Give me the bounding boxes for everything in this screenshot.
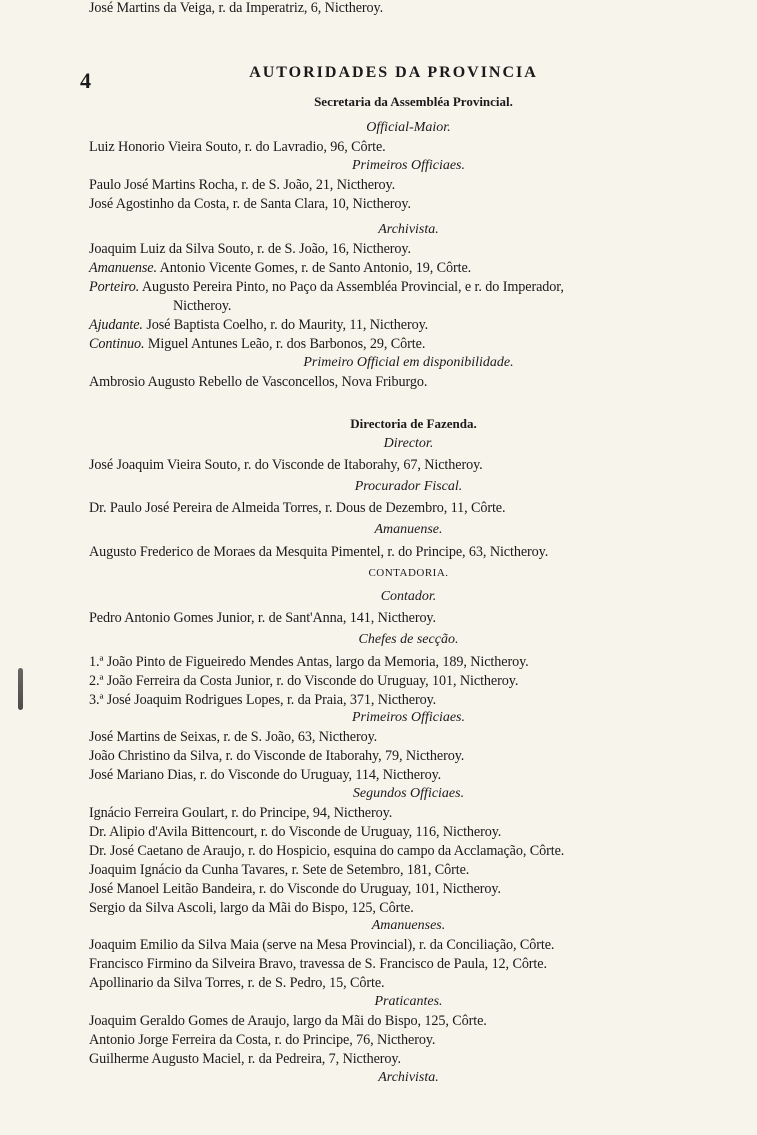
role-subheading: Primeiros Officiaes. (351, 158, 466, 173)
entry-text: Sergio da Silva Ascoli, largo da Mãi do Bispo, 125, Côrte. (89, 900, 414, 916)
directory-entry (89, 748, 464, 765)
directory-entry (89, 544, 548, 561)
entry-text: José Agostinho da Costa, r. de Santa Clara, 10, Nictheroy. (89, 196, 411, 212)
directory-entry (89, 937, 554, 954)
directory-entry (89, 900, 414, 917)
role-subheading: Praticantes. (374, 994, 443, 1009)
page-title: AUTORIDADES DA PROVINCIA (249, 64, 538, 81)
entry-text: José Martins de Seixas, r. de S. João, 63, Nictheroy. (89, 729, 378, 745)
directory-entry (89, 139, 386, 156)
directory-entry (89, 881, 501, 898)
entry-text: Ambrosio Augusto Rebello de Vasconcellos, Nova Friburgo. (89, 374, 428, 390)
directory-entry (89, 610, 436, 627)
directory-entry (89, 654, 529, 671)
entry-text: Ignácio Ferreira Goulart, r. do Principe, 94, Nictheroy. (89, 805, 393, 821)
directory-entry (89, 767, 441, 784)
directory-entry (89, 279, 564, 296)
role-subheading: Amanuenses. (371, 918, 446, 933)
entry-text: Augusto Pereira Pinto, no Paço da Assembléa Provincial, e r. do Imperador, (141, 279, 564, 295)
margin-ink-mark (18, 668, 23, 710)
entry-text: Guilherme Augusto Maciel, r. da Pedreira, 7, Nictheroy. (89, 1051, 401, 1067)
directory-entry (89, 692, 436, 709)
role-subheading: Official-Maior. (366, 120, 451, 135)
role-subheading: Archivista. (378, 222, 439, 237)
entry-text: José Manoel Leitão Bandeira, r. do Visconde do Uruguay, 101, Nictheroy. (89, 881, 501, 897)
entry-text: Joaquim Ignácio da Cunha Tavares, r. Sete de Setembro, 181, Côrte. (89, 862, 470, 878)
entry-text: Francisco Firmino da Silveira Bravo, travessa de S. Francisco de Paula, 12, Côrte. (89, 956, 547, 972)
role-subheading: Contador. (380, 589, 437, 604)
entry-text: Pedro Antonio Gomes Junior, r. de Sant'Anna, 141, Nictheroy. (89, 610, 436, 626)
role-subheading: Amanuense. (374, 522, 443, 537)
directory-entry (89, 0, 383, 17)
entry-text: José Joaquim Vieira Souto, r. do Visconde de Itaborahy, 67, Nictheroy. (89, 457, 483, 473)
entry-role-label: Continuo. (89, 336, 145, 352)
entry-role-label: Porteiro. (89, 279, 140, 295)
entry-text: Dr. Alipio d'Avila Bittencourt, r. do Visconde de Uruguay, 116, Nictheroy. (89, 824, 502, 840)
directory-entry (89, 241, 411, 258)
directory-entry (89, 500, 505, 517)
directory-entry (89, 177, 395, 194)
directory-entry (89, 196, 411, 213)
entry-text: José Mariano Dias, r. do Visconde do Uruguay, 114, Nictheroy. (89, 767, 442, 783)
directory-entry (89, 374, 427, 391)
entry-text: Nictheroy. (173, 298, 232, 314)
entry-text: Dr. José Caetano de Araujo, r. do Hospicio, esquina do campo da Acclamação, Côrte. (89, 843, 565, 859)
role-subheading: Procurador Fiscal. (354, 479, 463, 494)
directory-entry (89, 824, 501, 841)
entry-role-label: Ajudante. (89, 317, 143, 333)
directory-entry (89, 260, 471, 277)
entry-role-label: Amanuense. (89, 260, 157, 276)
role-subheading: Segundos Officiaes. (352, 786, 465, 801)
role-subheading: Primeiro Official em disponibilidade. (303, 355, 514, 370)
role-subheading: Primeiros Officiaes. (351, 710, 466, 725)
entry-text: José Baptista Coelho, r. do Maurity, 11, Nictheroy. (146, 317, 429, 333)
directory-entry (89, 1032, 435, 1049)
entry-text: João Christino da Silva, r. do Visconde de Itaborahy, 79, Nictheroy. (89, 748, 465, 764)
role-subheading: Director. (383, 436, 434, 451)
directory-entry (89, 729, 377, 746)
entry-text: Joaquim Geraldo Gomes de Araujo, largo da Mãi do Bispo, 125, Côrte. (89, 1013, 487, 1029)
directory-entry (89, 843, 564, 860)
entry-text: Miguel Antunes Leão, r. dos Barbonos, 29, Côrte. (147, 336, 426, 352)
directory-entry (89, 975, 384, 992)
page-number: 4 (80, 68, 91, 93)
entry-text: Augusto Frederico de Moraes da Mesquita Pimentel, r. do Principe, 63, Nictheroy. (89, 544, 549, 560)
entry-text: 1.ª João Pinto de Figueiredo Mendes Antas, largo da Memoria, 189, Nictheroy. (89, 654, 529, 670)
directory-entry (89, 1013, 487, 1030)
entry-text: Paulo José Martins Rocha, r. de S. João, 21, Nictheroy. (89, 177, 396, 193)
entry-text: Joaquim Emilio da Silva Maia (serve na Mesa Provincial), r. da Conciliação, Côrte. (89, 937, 555, 953)
directory-entry (89, 956, 547, 973)
directory-entry (89, 336, 425, 353)
entry-text: Joaquim Luiz da Silva Souto, r. de S. João, 16, Nictheroy. (89, 241, 411, 257)
directory-entry (173, 298, 231, 315)
directory-entry (89, 673, 518, 690)
subsection-caps-heading: CONTADORIA. (368, 567, 449, 579)
entry-text: José Martins da Veiga, r. da Imperatriz, 6, Nictheroy. (89, 0, 384, 16)
section-heading: Directoria de Fazenda. (350, 416, 477, 431)
directory-entry (89, 457, 483, 474)
directory-entry (89, 1051, 401, 1068)
entry-text: Antonio Vicente Gomes, r. de Santo Antonio, 19, Côrte. (159, 260, 472, 276)
entry-text: Dr. Paulo José Pereira de Almeida Torres, r. Dous de Dezembro, 11, Côrte. (89, 500, 506, 516)
entry-text: 2.ª João Ferreira da Costa Junior, r. do Visconde do Uruguay, 101, Nictheroy. (89, 673, 519, 689)
entry-text: Apollinario da Silva Torres, r. de S. Pedro, 15, Côrte. (89, 975, 385, 991)
directory-entry (89, 317, 428, 334)
role-subheading: Chefes de secção. (358, 632, 459, 647)
role-subheading: Archivista. (378, 1070, 439, 1085)
directory-entry (89, 805, 392, 822)
entry-text: Antonio Jorge Ferreira da Costa, r. do Principe, 76, Nictheroy. (89, 1032, 436, 1048)
directory-entry (89, 862, 469, 879)
section-heading: Secretaria da Assembléa Provincial. (314, 94, 513, 109)
entry-text: Luiz Honorio Vieira Souto, r. do Lavradio, 96, Côrte. (89, 139, 386, 155)
entry-text: 3.ª José Joaquim Rodrigues Lopes, r. da Praia, 371, Nictheroy. (89, 692, 437, 708)
